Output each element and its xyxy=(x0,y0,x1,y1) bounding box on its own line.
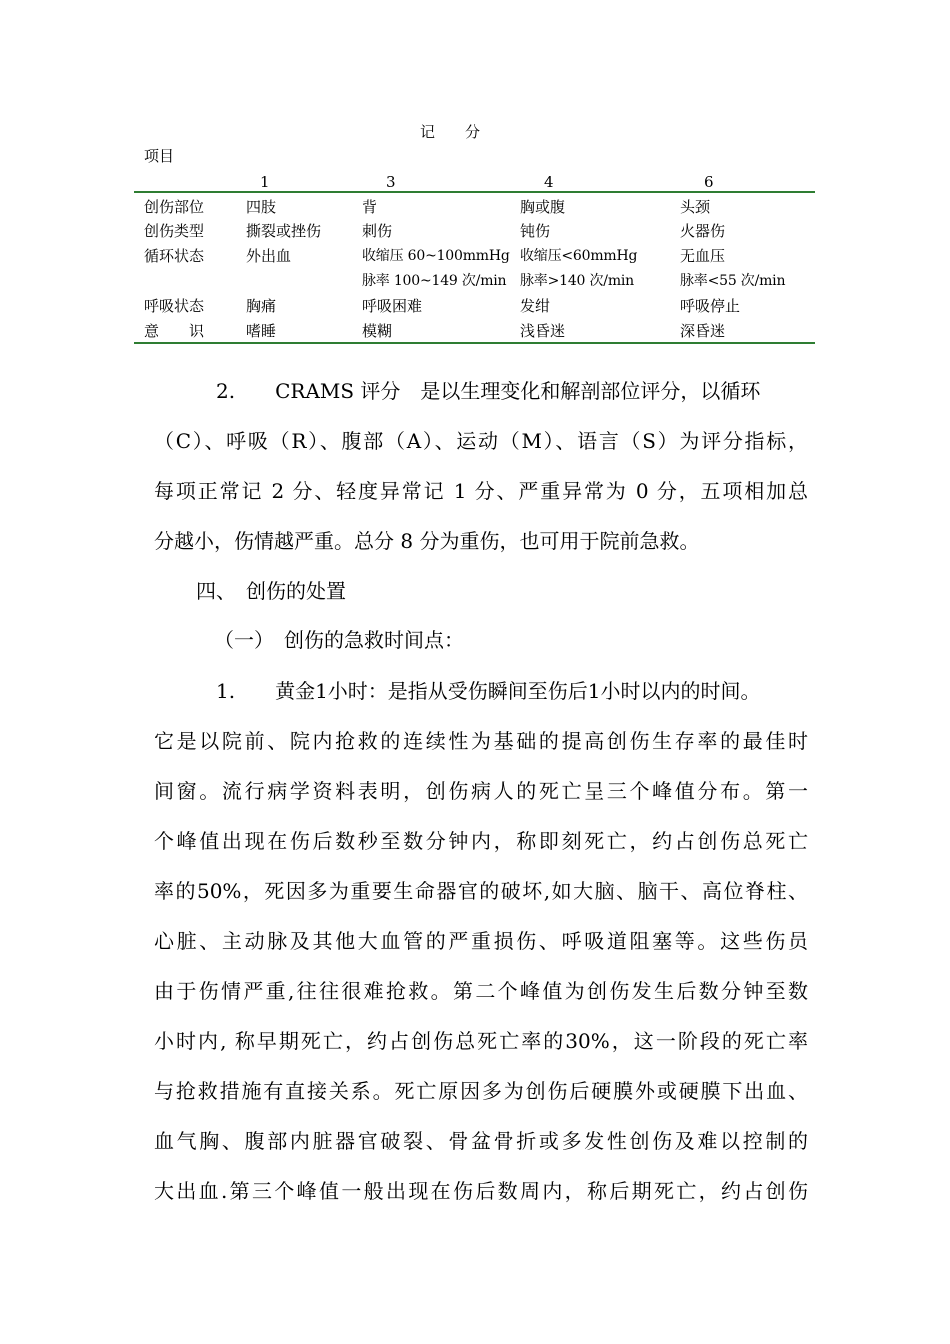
crams-paragraph xyxy=(154,375,814,575)
paragraph-line: 2. CRAMS 评分 是以生理变化和解剖部位评分，以循环 xyxy=(216,379,761,403)
table-top-rule xyxy=(134,191,815,193)
paragraph-line: 血气胸、腹部内脏器官破裂、骨盆骨折或多发性创伤及难以控制的 xyxy=(154,1129,808,1153)
table-cell: 收缩压<60mmHg xyxy=(520,248,638,264)
row-label: 创伤部位 xyxy=(144,198,205,216)
table-cell: 嗜睡 xyxy=(246,322,277,340)
table-cell: 呼吸困难 xyxy=(362,297,423,315)
table-cell: 脉率>140 次/min xyxy=(520,273,634,289)
row-label: 意 识 xyxy=(144,322,205,340)
paragraph-line: 每项正常记 2 分、轻度异常记 1 分、严重异常为 0 分，五项相加总 xyxy=(154,479,808,503)
table-bottom-rule xyxy=(134,342,815,344)
paragraph-line: 小时内, 称早期死亡，约占创伤总死亡率的30%，这一阶段的死亡率 xyxy=(154,1029,808,1053)
table-cell: 发绀 xyxy=(520,297,551,315)
table-cell: 外出血 xyxy=(246,247,292,265)
table-cell: 无血压 xyxy=(680,247,726,265)
paragraph-line: 率的50%，死因多为重要生命器官的破坏,如大脑、脑干、高位脊柱、 xyxy=(154,879,808,903)
paragraph-line: 大出血.第三个峰值一般出现在伤后数周内，称后期死亡，约占创伤 xyxy=(154,1179,808,1203)
paragraph-line: 个峰值出现在伤后数秒至数分钟内，称即刻死亡，约占创伤总死亡 xyxy=(154,829,808,853)
table-cell: 钝伤 xyxy=(520,222,551,240)
score-header: 记 分 xyxy=(420,123,481,141)
paragraph-line: 与抢救措施有直接关系。死亡原因多为创伤后硬膜外或硬膜下出血、 xyxy=(154,1079,808,1103)
table-cell: 背 xyxy=(362,198,378,216)
table-cell: 脉率 100~149 次/min xyxy=(362,273,507,289)
subsection-heading: （一） 创伤的急救时间点： xyxy=(214,628,464,652)
table-cell: 浅昏迷 xyxy=(520,322,566,340)
table-cell: 四肢 xyxy=(246,198,277,216)
paragraph-line: 间窗。流行病学资料表明，创伤病人的死亡呈三个峰值分布。第一 xyxy=(154,779,808,803)
table-cell: 脉率<55 次/min xyxy=(680,273,786,289)
table-cell: 刺伤 xyxy=(362,222,393,240)
item-header: 项目 xyxy=(144,147,175,165)
table-cell: 胸或腹 xyxy=(520,198,566,216)
row-label: 呼吸状态 xyxy=(144,297,205,315)
row-label: 循环状态 xyxy=(144,247,205,265)
golden-hour-paragraph xyxy=(154,675,814,1215)
table-cell: 撕裂或挫伤 xyxy=(246,222,322,240)
column-header-3: 3 xyxy=(386,173,396,191)
paragraph-line: 由于伤情严重,往往很难抢救。第二个峰值为创伤发生后数分钟至数 xyxy=(154,979,808,1003)
column-header-1: 1 xyxy=(260,173,270,191)
paragraph-line: 分越小，伤情越严重。总分 8 分为重伤，也可用于院前急救。 xyxy=(154,529,700,553)
paragraph-line: 心脏、主动脉及其他大血管的严重损伤、呼吸道阻塞等。这些伤员 xyxy=(154,929,808,953)
table-cell: 胸痛 xyxy=(246,297,277,315)
table-cell: 收缩压 60~100mmHg xyxy=(362,248,510,264)
table-cell: 呼吸停止 xyxy=(680,297,741,315)
column-header-4: 4 xyxy=(544,173,554,191)
row-label: 创伤类型 xyxy=(144,222,205,240)
paragraph-line: 1. 黄金1小时：是指从受伤瞬间至伤后1小时以内的时间。 xyxy=(216,679,761,703)
column-header-6: 6 xyxy=(704,173,714,191)
table-cell: 火器伤 xyxy=(680,222,726,240)
table-cell: 头颈 xyxy=(680,198,711,216)
table-cell: 模糊 xyxy=(362,322,393,340)
paragraph-line: 它是以院前、院内抢救的连续性为基础的提高创伤生存率的最佳时 xyxy=(154,729,808,753)
table-cell: 深昏迷 xyxy=(680,322,726,340)
paragraph-line: （C）、呼吸（R）、腹部（A）、运动（M）、语言（S）为评分指标， xyxy=(154,429,808,453)
section-heading: 四、 创伤的处置 xyxy=(196,579,346,603)
